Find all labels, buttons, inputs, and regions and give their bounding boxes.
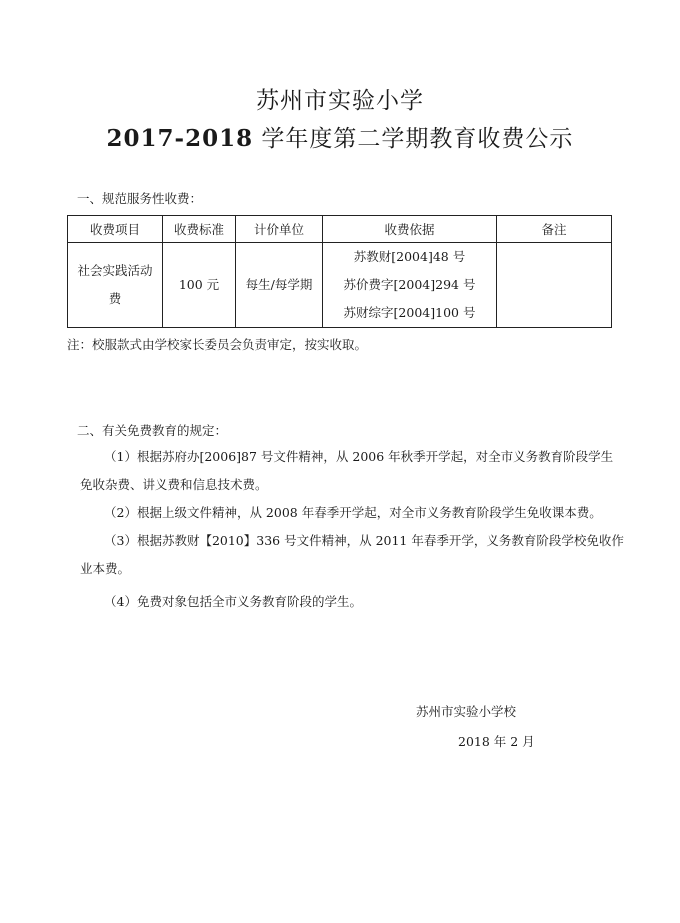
basis-line: 苏价费字[2004]294 号 bbox=[343, 277, 476, 292]
regulation-paragraph-3: （3）根据苏教财【2010】336 号文件精神，从 2011 年春季开学，义务教育阶段学校免收作业本费。 bbox=[80, 533, 624, 576]
table-header-row bbox=[68, 216, 612, 243]
page-title: 苏州市实验小学 bbox=[256, 88, 424, 114]
cell-pricing-unit: 每生/每学期 bbox=[236, 243, 323, 328]
cell-fee-basis bbox=[323, 243, 497, 328]
subtitle-year: 2017-2018 bbox=[106, 125, 254, 152]
regulation-paragraph-2: （2）根据上级文件精神，从 2008 年春季开学起，对全市义务教育阶段学生免收课本费。 bbox=[104, 505, 602, 520]
header-remark: 备注 bbox=[497, 216, 612, 243]
page-subtitle bbox=[0, 124, 680, 154]
cell-remark bbox=[497, 243, 612, 328]
subtitle-text: 学年度第二学期教育收费公示 bbox=[253, 126, 574, 152]
signature-date: 2018 年 2 月 bbox=[458, 734, 535, 749]
basis-line: 苏财综字[2004]100 号 bbox=[343, 305, 476, 320]
fee-table bbox=[67, 215, 612, 328]
header-pricing-unit: 计价单位 bbox=[236, 216, 323, 243]
regulation-paragraph-4: （4）免费对象包括全市义务教育阶段的学生。 bbox=[104, 594, 362, 609]
section1-heading: 一、规范服务性收费： bbox=[77, 191, 203, 206]
header-fee-standard: 收费标准 bbox=[163, 216, 236, 243]
cell-fee-item: 社会实践活动费 bbox=[68, 243, 163, 328]
section2-heading: 二、有关免费教育的规定： bbox=[77, 423, 228, 438]
table-row bbox=[68, 243, 612, 328]
table-note: 注：校服款式由学校家长委员会负责审定，按实收取。 bbox=[67, 337, 368, 352]
regulation-paragraph-1: （1）根据苏府办[2006]87 号文件精神，从 2006 年秋季开学起，对全市义务教育阶段学生免收杂费、讲义费和信息技术费。 bbox=[80, 449, 614, 492]
header-fee-basis: 收费依据 bbox=[323, 216, 497, 243]
cell-fee-standard: 100 元 bbox=[163, 243, 236, 328]
header-fee-item: 收费项目 bbox=[68, 216, 163, 243]
signature-school: 苏州市实验小学校 bbox=[416, 704, 517, 719]
basis-line: 苏教财[2004]48 号 bbox=[353, 249, 466, 264]
